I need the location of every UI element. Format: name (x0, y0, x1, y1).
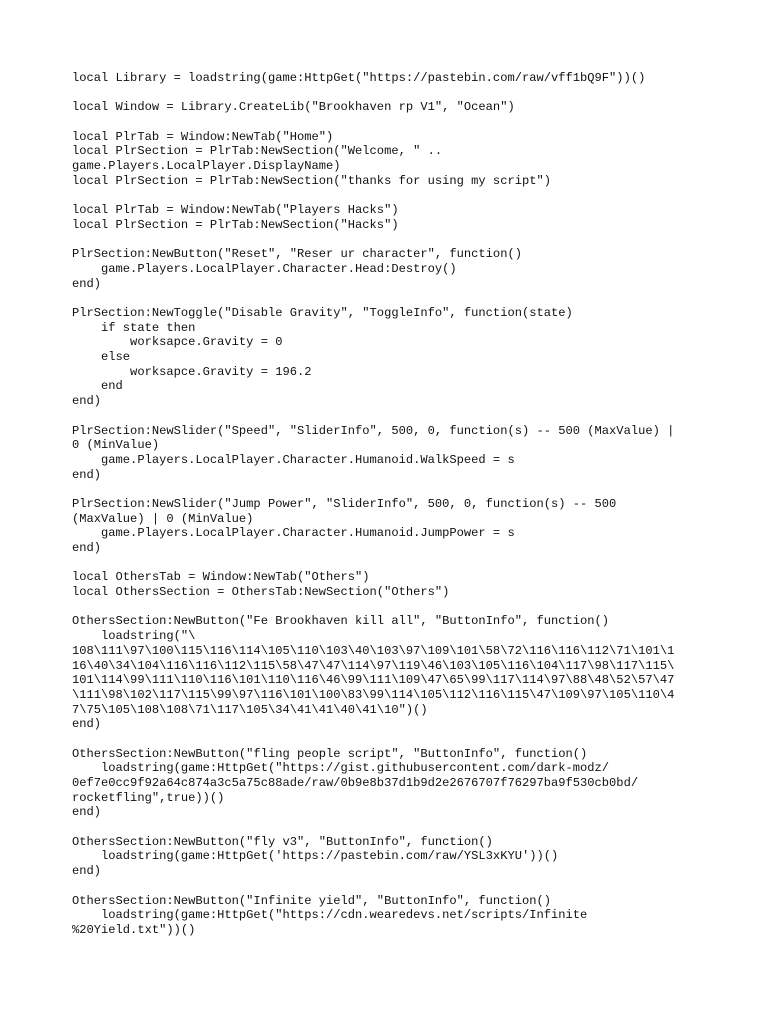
code-line: if state then (72, 320, 196, 335)
code-line (72, 556, 702, 571)
code-line: local PlrSection = PlrTab:NewSection("thanks for using my script") (72, 173, 551, 188)
code-line: end) (72, 717, 102, 732)
code-line: worksapce.Gravity = 0 (72, 335, 283, 350)
code-line (72, 482, 702, 497)
code-line: PlrSection:NewSlider("Jump Power", "SliderInfo", 500, 0, function(s) -- 500 (72, 496, 617, 511)
code-line: local PlrSection = PlrTab:NewSection("Hacks") (72, 217, 399, 232)
code-line: local PlrTab = Window:NewTab("Home") (72, 129, 334, 144)
code-line: game.Players.LocalPlayer.Character.Humanoid.WalkSpeed = s (72, 452, 515, 467)
code-line: OthersSection:NewButton("Fe Brookhaven kill all", "ButtonInfo", function() (72, 614, 610, 629)
code-line: end) (72, 541, 102, 555)
code-line: end) (72, 276, 102, 291)
code-line: %20Yield.txt"))() (72, 922, 196, 937)
code-line (72, 115, 702, 130)
code-line: local OthersTab = Window:NewTab("Others") (72, 570, 370, 585)
code-line: rocketfling",true))() (72, 790, 225, 805)
code-line: end) (72, 467, 102, 482)
code-line: loadstring(game:HttpGet('https://pastebin.com/raw/YSL3xKYU'))() (72, 849, 559, 864)
code-line (72, 291, 702, 306)
code-line: PlrSection:NewButton("Reset", "Reser ur character", function() (72, 247, 522, 262)
code-line (72, 409, 702, 424)
code-line (72, 600, 702, 615)
code-line: 108\111\97\100\115\116\114\105\110\103\40\103\97\109\101\58\72\116\116\112\71\101\1 (72, 643, 675, 658)
code-line: PlrSection:NewSlider("Speed", "SliderInfo", 500, 0, function(s) -- 500 (MaxValue) | (72, 423, 675, 438)
code-line: \111\98\102\117\115\99\97\116\101\100\83\99\114\105\112\116\115\47\109\97\105\110\4 (72, 687, 675, 702)
code-line: PlrSection:NewToggle("Disable Gravity", "ToggleInfo", function(state) (72, 306, 573, 320)
code-line (72, 233, 702, 248)
code-line: end) (72, 394, 102, 409)
code-line (72, 189, 702, 204)
code-line: loadstring(game:HttpGet("https://cdn.wearedevs.net/scripts/Infinite (72, 908, 588, 923)
code-line: else (72, 350, 131, 365)
code-line: loadstring(game:HttpGet("https://gist.githubusercontent.com/dark-modz/ (72, 761, 610, 776)
code-line: 0ef7e0cc9f92a64c874a3c5a75c88ade/raw/0b9e8b37d1b9d2e2676707f76297ba9f530cb0bd/ (72, 776, 639, 790)
code-line (72, 732, 702, 747)
code-line (72, 879, 702, 894)
code-line: local OthersSection = OthersTab:NewSection("Others") (72, 585, 450, 600)
code-line: end (72, 379, 123, 394)
code-line: game.Players.LocalPlayer.DisplayName) (72, 159, 341, 174)
code-line: OthersSection:NewButton("fling people script", "ButtonInfo", function() (72, 746, 588, 761)
code-line: game.Players.LocalPlayer.Character.Head:Destroy() (72, 261, 457, 276)
code-line: 101\114\99\111\110\116\101\110\116\46\99\111\109\47\65\99\117\114\97\88\48\52\57\47 (72, 673, 675, 688)
code-line: (MaxValue) | 0 (MinValue) (72, 511, 254, 526)
code-line: local Library = loadstring(game:HttpGet("https://pastebin.com/raw/vff1bQ9F"))() (72, 71, 646, 85)
code-line: worksapce.Gravity = 196.2 (72, 364, 312, 379)
code-line: 0 (MinValue) (72, 438, 160, 453)
code-line: OthersSection:NewButton("fly v3", "ButtonInfo", function() (72, 834, 493, 849)
code-line: local Window = Library.CreateLib("Brookhaven rp V1", "Ocean") (72, 100, 515, 115)
code-line: 7\75\105\108\108\71\117\105\34\41\41\40\41\10")() (72, 702, 428, 717)
code-line: 16\40\34\104\116\116\112\115\58\47\47\114\97\119\46\103\105\116\104\117\98\117\115\ (72, 658, 675, 673)
code-document (72, 71, 702, 938)
code-line: end) (72, 805, 102, 820)
code-line: OthersSection:NewButton("Infinite yield", "ButtonInfo", function() (72, 893, 551, 908)
code-line: loadstring("\ (72, 629, 196, 644)
code-line: game.Players.LocalPlayer.Character.Humanoid.JumpPower = s (72, 526, 515, 541)
code-line: end) (72, 864, 102, 879)
code-line (72, 820, 702, 835)
code-line: local PlrTab = Window:NewTab("Players Hacks") (72, 203, 399, 218)
code-line: local PlrSection = PlrTab:NewSection("Welcome, " .. (72, 144, 443, 159)
code-line (72, 86, 702, 101)
